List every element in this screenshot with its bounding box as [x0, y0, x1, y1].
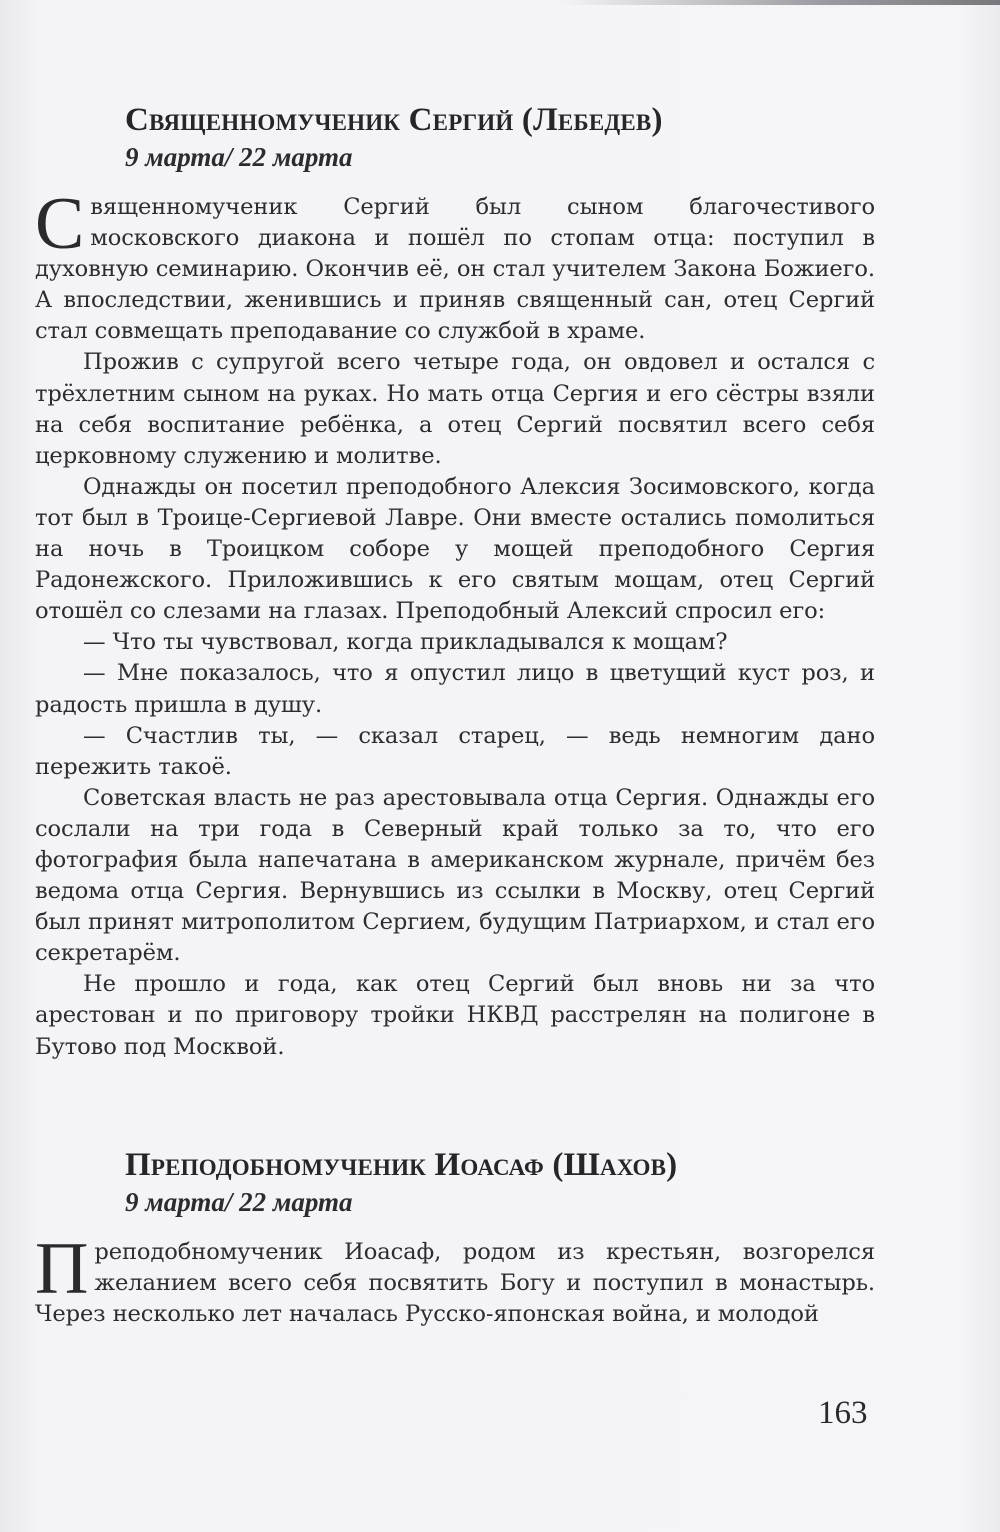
paragraph: Не прошло и года, как отец Сергий был вновь ни за что арестован и по приговору тройки НКВД расстрелян на полигоне в Бутово под Москвой. — [35, 971, 875, 1060]
paragraph — [35, 1228, 875, 1330]
dialog-line: — Счастлив ты, — сказал старец, — ведь немногим дано пережить такоё. — [35, 722, 875, 780]
article-date: 9 марта/ 22 марта — [125, 1187, 353, 1217]
paragraph: Советская власть не раз арестовывала отца Сергия. Однажды его сослали на три года в Северный край только за то, что его фотография была напечатана в американском журнале, причём без ведома отца Сергия. Вернувшись из ссылки в Москву, отец Сергий был принят митрополитом Сергием, будущим Патриархом, и стал его секретарём. — [35, 784, 875, 967]
article-ioasaf-shakhov — [35, 1145, 875, 1330]
paragraph-text: реподобномученик Иоасаф, родом из крестьян, возгорелся желанием всего себя посвятить Богу и поступил в монастырь. Через несколько лет началась Русско-японская война, и молодой — [35, 1239, 875, 1328]
dialog-line: — Мне показалось, что я опустил лицо в цветущий куст роз, и радость пришла в душу. — [35, 660, 875, 718]
article-body — [35, 183, 875, 1063]
article-body — [35, 1228, 875, 1330]
page-number: 163 — [818, 1395, 868, 1431]
paragraph-text: вященномученик Сергий был сыном благочестивого московского диакона и пошёл по стопам отца: поступил в духовную семинарию. Окончив её, он стал учителем Закона Божиего. А впоследствии, женившись и приняв священный сан, отец Сергий стал совмещать преподавание со службой в храме. — [35, 194, 875, 345]
dialog-line: — Что ты чувствовал, когда прикладывался к мощам? — [83, 629, 728, 656]
paragraph: Однажды он посетил преподобного Алексия Зосимовского, когда тот был в Троице-Сергиевой Лавре. Они вместе остались помолиться на ночь в Троицком соборе у мощей преподобного Сергия Радонежского. Приложившись к его святым мощам, отец Сергий отошёл со слезами на глазах. Преподобный Алексий спросил его: — [35, 473, 875, 625]
article-sergiy-lebedev — [35, 100, 875, 1063]
article-title: Преподобномученик Иоасаф (Шахов) — [125, 1147, 678, 1183]
paragraph — [35, 183, 875, 347]
paragraph: Прожив с супругой всего четыре года, он овдовел и остался с трёхлетним сыном на руках. Но мать отца Сергия и его сёстры взяли на себя воспитание ребёнка, а отец Сергий посвятил всего себя церковному служению и молитве. — [35, 349, 875, 469]
article-title: Священномученик Сергий (Лебедев) — [125, 102, 663, 138]
drop-cap: П — [35, 1228, 89, 1310]
article-date: 9 марта/ 22 марта — [125, 142, 353, 172]
drop-cap: С — [35, 183, 85, 265]
top-rule — [560, 0, 1000, 5]
